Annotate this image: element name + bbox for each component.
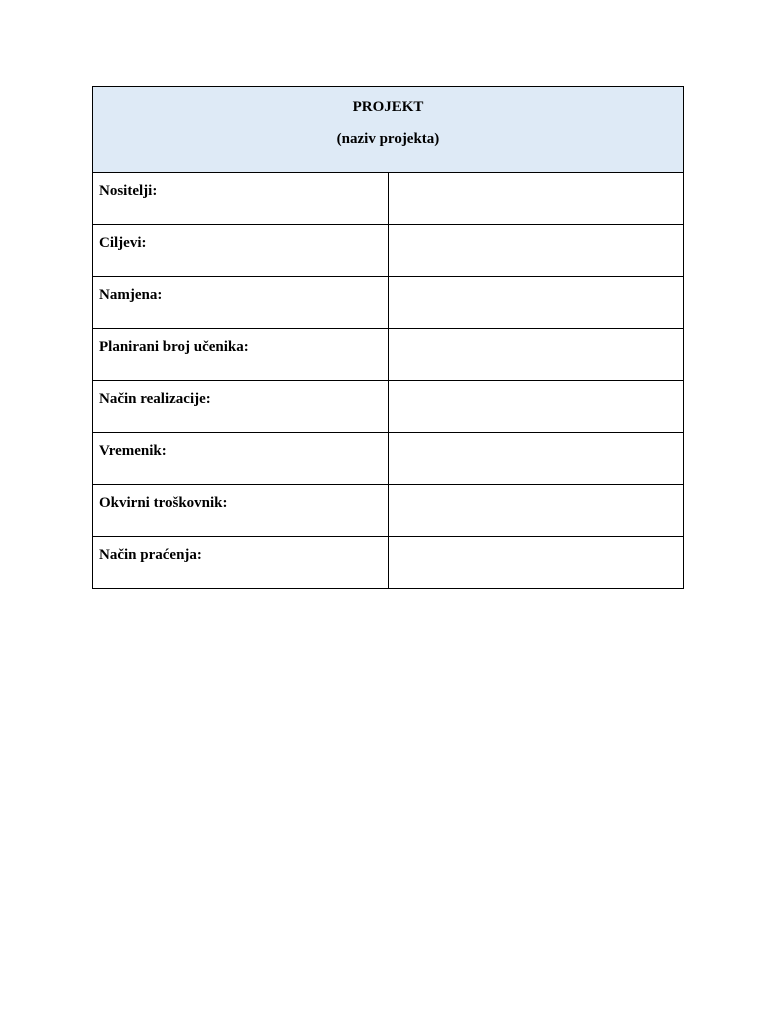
field-label-cell	[93, 225, 389, 277]
field-row-namjena	[93, 277, 684, 329]
field-label-planirani-broj-ucenika: Planirani broj učenika:	[99, 339, 249, 355]
field-row-planirani-broj-ucenika	[93, 329, 684, 381]
field-label-ciljevi: Ciljevi:	[99, 235, 147, 251]
project-form-table	[92, 86, 684, 589]
field-label-cell	[93, 433, 389, 485]
field-row-ciljevi	[93, 225, 684, 277]
field-value-okvirni-troskovnik[interactable]	[388, 485, 684, 537]
project-name-placeholder: (naziv projekta)	[336, 131, 440, 147]
field-row-nacin-pracenja	[93, 537, 684, 589]
field-row-nacin-realizacije	[93, 381, 684, 433]
field-value-nacin-pracenja[interactable]	[388, 537, 684, 589]
field-label-cell	[93, 537, 389, 589]
header-cell	[93, 87, 684, 173]
field-label-nacin-pracenja: Način praćenja:	[99, 547, 202, 563]
field-label-nositelji: Nositelji:	[99, 183, 158, 199]
field-label-cell	[93, 381, 389, 433]
field-value-ciljevi[interactable]	[388, 225, 684, 277]
field-value-namjena[interactable]	[388, 277, 684, 329]
field-value-planirani-broj-ucenika[interactable]	[388, 329, 684, 381]
field-row-nositelji	[93, 173, 684, 225]
field-row-okvirni-troskovnik	[93, 485, 684, 537]
field-label-okvirni-troskovnik: Okvirni troškovnik:	[99, 495, 228, 511]
field-label-cell	[93, 173, 389, 225]
field-value-vremenik[interactable]	[388, 433, 684, 485]
field-label-vremenik: Vremenik:	[99, 443, 167, 459]
field-value-nacin-realizacije[interactable]	[388, 381, 684, 433]
field-label-cell	[93, 329, 389, 381]
field-label-cell	[93, 277, 389, 329]
field-label-cell	[93, 485, 389, 537]
project-title: PROJEKT	[352, 99, 424, 115]
field-label-namjena: Namjena:	[99, 287, 163, 303]
header-row	[93, 87, 684, 173]
field-label-nacin-realizacije: Način realizacije:	[99, 391, 211, 407]
field-row-vremenik	[93, 433, 684, 485]
field-value-nositelji[interactable]	[388, 173, 684, 225]
